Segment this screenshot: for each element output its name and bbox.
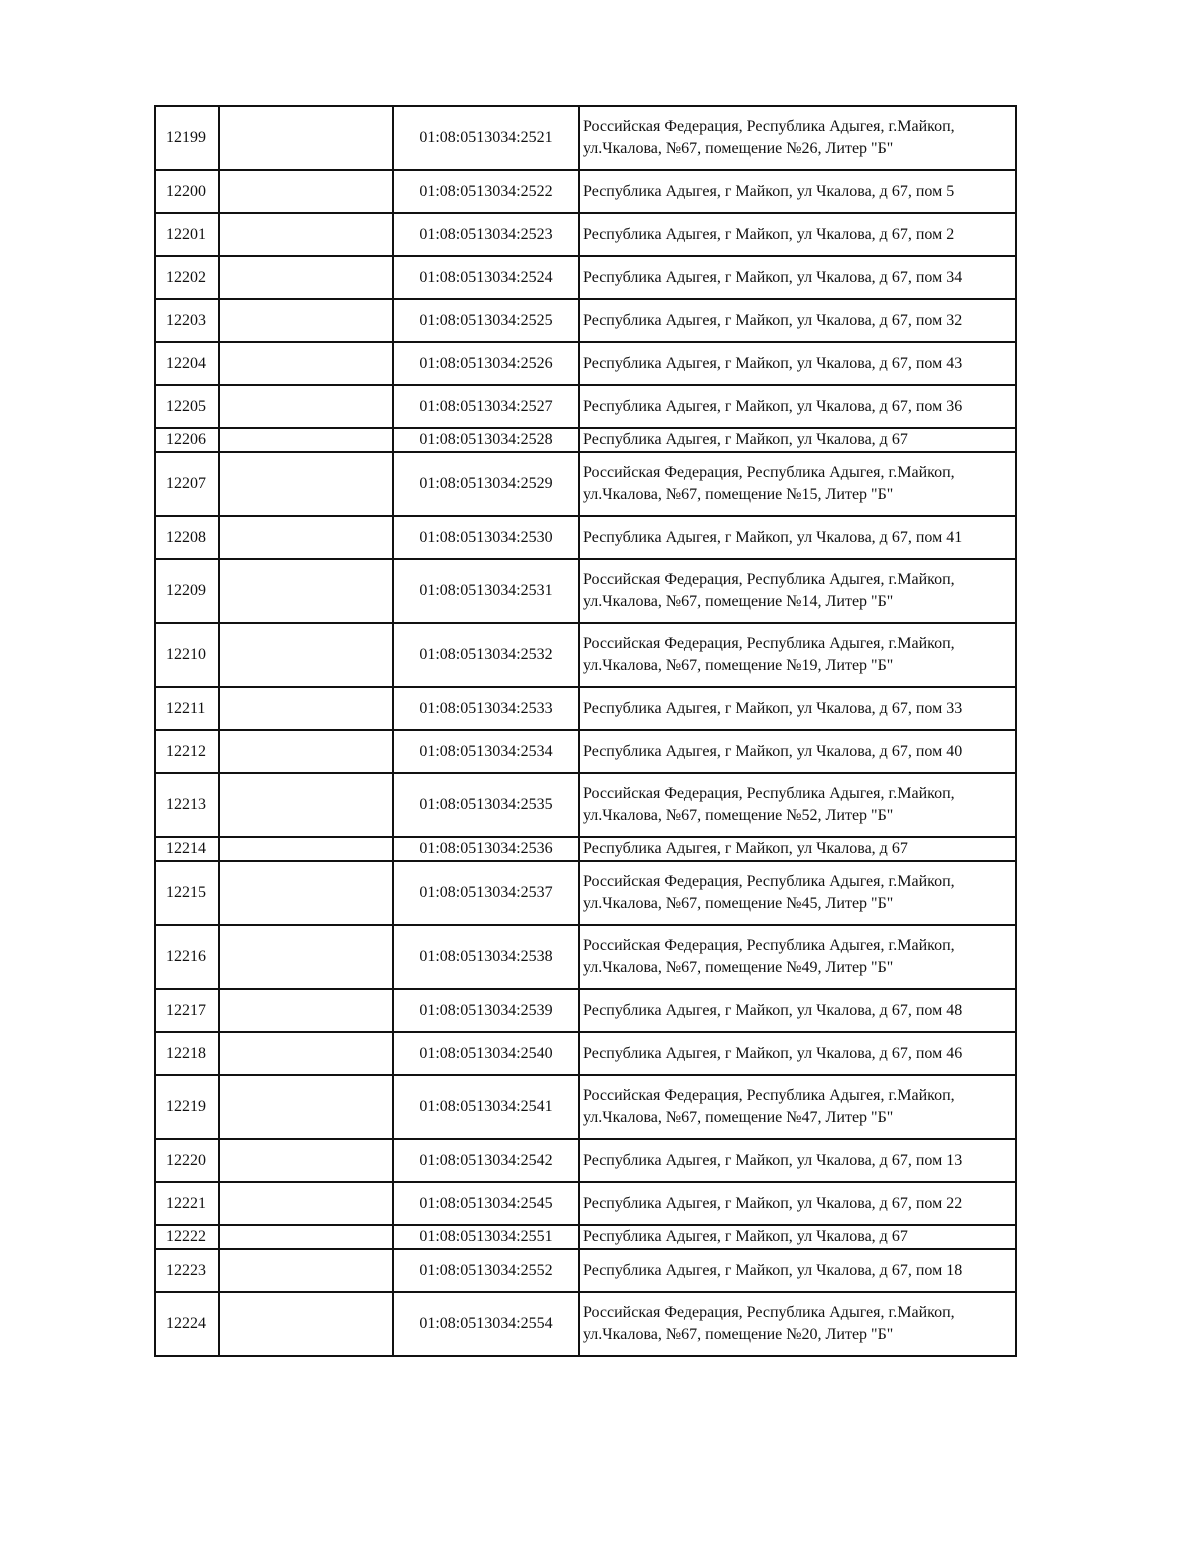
empty-cell (219, 1032, 393, 1075)
row-number-cell: 12202 (155, 256, 219, 299)
cadastral-number-cell: 01:08:0513034:2529 (393, 452, 579, 516)
cadastral-number-cell: 01:08:0513034:2540 (393, 1032, 579, 1075)
cadastral-number-cell: 01:08:0513034:2538 (393, 925, 579, 989)
table-row (155, 1292, 1016, 1356)
address-cell: Республика Адыгея, г Майкоп, ул Чкалова, д 67, пом 41 (579, 516, 1016, 559)
empty-cell (219, 925, 393, 989)
cadastral-number-cell: 01:08:0513034:2521 (393, 106, 579, 170)
cadastral-number-cell: 01:08:0513034:2526 (393, 342, 579, 385)
address-cell: Республика Адыгея, г Майкоп, ул Чкалова, д 67, пом 40 (579, 730, 1016, 773)
table-row (155, 1182, 1016, 1225)
address-cell: Российская Федерация, Республика Адыгея, г.Майкоп, ул.Чкалова, №67, помещение №20, Литер "Б" (579, 1292, 1016, 1356)
cadastral-number-cell: 01:08:0513034:2527 (393, 385, 579, 428)
row-number-cell: 12205 (155, 385, 219, 428)
empty-cell (219, 1075, 393, 1139)
row-number-cell: 12208 (155, 516, 219, 559)
cadastral-number-cell: 01:08:0513034:2539 (393, 989, 579, 1032)
cadastral-number-cell: 01:08:0513034:2528 (393, 428, 579, 452)
empty-cell (219, 773, 393, 837)
address-cell: Республика Адыгея, г Майкоп, ул Чкалова, д 67, пом 36 (579, 385, 1016, 428)
empty-cell (219, 213, 393, 256)
empty-cell (219, 452, 393, 516)
cadastral-number-cell: 01:08:0513034:2524 (393, 256, 579, 299)
empty-cell (219, 989, 393, 1032)
address-cell: Российская Федерация, Республика Адыгея, г.Майкоп, ул.Чкалова, №67, помещение №45, Литер "Б" (579, 861, 1016, 925)
address-cell: Российская Федерация, Республика Адыгея, г.Майкоп, ул.Чкалова, №67, помещение №49, Литер "Б" (579, 925, 1016, 989)
cadastral-number-cell: 01:08:0513034:2536 (393, 837, 579, 861)
row-number-cell: 12206 (155, 428, 219, 452)
table-row (155, 452, 1016, 516)
cadastral-number-cell: 01:08:0513034:2545 (393, 1182, 579, 1225)
table-row (155, 342, 1016, 385)
address-cell: Российская Федерация, Республика Адыгея, г.Майкоп, ул.Чкалова, №67, помещение №14, Литер "Б" (579, 559, 1016, 623)
cadastral-number-cell: 01:08:0513034:2542 (393, 1139, 579, 1182)
row-number-cell: 12223 (155, 1249, 219, 1292)
row-number-cell: 12220 (155, 1139, 219, 1182)
address-cell: Республика Адыгея, г Майкоп, ул Чкалова, д 67, пом 13 (579, 1139, 1016, 1182)
table-row (155, 1139, 1016, 1182)
table-row (155, 687, 1016, 730)
empty-cell (219, 1292, 393, 1356)
cadastral-number-cell: 01:08:0513034:2531 (393, 559, 579, 623)
table-row (155, 1225, 1016, 1249)
cadastral-number-cell: 01:08:0513034:2537 (393, 861, 579, 925)
cadastral-number-cell: 01:08:0513034:2551 (393, 1225, 579, 1249)
table-row (155, 1075, 1016, 1139)
cadastral-number-cell: 01:08:0513034:2535 (393, 773, 579, 837)
empty-cell (219, 1139, 393, 1182)
row-number-cell: 12201 (155, 213, 219, 256)
table-row (155, 989, 1016, 1032)
empty-cell (219, 837, 393, 861)
table-row (155, 559, 1016, 623)
empty-cell (219, 1249, 393, 1292)
row-number-cell: 12199 (155, 106, 219, 170)
table-row (155, 385, 1016, 428)
address-cell: Республика Адыгея, г Майкоп, ул Чкалова, д 67 (579, 1225, 1016, 1249)
cadastral-number-cell: 01:08:0513034:2530 (393, 516, 579, 559)
address-cell: Республика Адыгея, г Майкоп, ул Чкалова, д 67, пом 46 (579, 1032, 1016, 1075)
cadastral-number-cell: 01:08:0513034:2532 (393, 623, 579, 687)
row-number-cell: 12204 (155, 342, 219, 385)
row-number-cell: 12210 (155, 623, 219, 687)
empty-cell (219, 623, 393, 687)
address-cell: Республика Адыгея, г Майкоп, ул Чкалова, д 67, пом 32 (579, 299, 1016, 342)
address-cell: Республика Адыгея, г Майкоп, ул Чкалова, д 67 (579, 428, 1016, 452)
row-number-cell: 12216 (155, 925, 219, 989)
row-number-cell: 12224 (155, 1292, 219, 1356)
address-cell: Республика Адыгея, г Майкоп, ул Чкалова, д 67, пом 33 (579, 687, 1016, 730)
address-cell: Республика Адыгея, г Майкоп, ул Чкалова, д 67 (579, 837, 1016, 861)
table-row (155, 730, 1016, 773)
row-number-cell: 12212 (155, 730, 219, 773)
cadastral-number-cell: 01:08:0513034:2541 (393, 1075, 579, 1139)
empty-cell (219, 106, 393, 170)
address-cell: Республика Адыгея, г Майкоп, ул Чкалова, д 67, пом 5 (579, 170, 1016, 213)
empty-cell (219, 516, 393, 559)
table-row (155, 773, 1016, 837)
cadastral-number-cell: 01:08:0513034:2523 (393, 213, 579, 256)
address-cell: Республика Адыгея, г Майкоп, ул Чкалова, д 67, пом 48 (579, 989, 1016, 1032)
row-number-cell: 12214 (155, 837, 219, 861)
cadastral-number-cell: 01:08:0513034:2534 (393, 730, 579, 773)
empty-cell (219, 861, 393, 925)
row-number-cell: 12218 (155, 1032, 219, 1075)
row-number-cell: 12217 (155, 989, 219, 1032)
row-number-cell: 12207 (155, 452, 219, 516)
empty-cell (219, 687, 393, 730)
empty-cell (219, 342, 393, 385)
row-number-cell: 12222 (155, 1225, 219, 1249)
row-number-cell: 12209 (155, 559, 219, 623)
address-cell: Республика Адыгея, г Майкоп, ул Чкалова, д 67, пом 2 (579, 213, 1016, 256)
table-row (155, 213, 1016, 256)
table-row (155, 1249, 1016, 1292)
table-row (155, 256, 1016, 299)
row-number-cell: 12203 (155, 299, 219, 342)
empty-cell (219, 428, 393, 452)
table-row (155, 861, 1016, 925)
empty-cell (219, 299, 393, 342)
cadastral-number-cell: 01:08:0513034:2525 (393, 299, 579, 342)
empty-cell (219, 1182, 393, 1225)
table-row (155, 837, 1016, 861)
cadastral-number-cell: 01:08:0513034:2552 (393, 1249, 579, 1292)
empty-cell (219, 170, 393, 213)
cadastral-number-cell: 01:08:0513034:2522 (393, 170, 579, 213)
empty-cell (219, 559, 393, 623)
table-row (155, 1032, 1016, 1075)
empty-cell (219, 730, 393, 773)
row-number-cell: 12215 (155, 861, 219, 925)
address-cell: Российская Федерация, Республика Адыгея, г.Майкоп, ул.Чкалова, №67, помещение №15, Литер "Б" (579, 452, 1016, 516)
empty-cell (219, 1225, 393, 1249)
empty-cell (219, 385, 393, 428)
registry-table-body (155, 106, 1016, 1356)
address-cell: Республика Адыгея, г Майкоп, ул Чкалова, д 67, пом 18 (579, 1249, 1016, 1292)
cadastral-number-cell: 01:08:0513034:2554 (393, 1292, 579, 1356)
table-row (155, 299, 1016, 342)
table-row (155, 170, 1016, 213)
address-cell: Республика Адыгея, г Майкоп, ул Чкалова, д 67, пом 22 (579, 1182, 1016, 1225)
empty-cell (219, 256, 393, 299)
registry-table (154, 105, 1017, 1357)
table-row (155, 623, 1016, 687)
address-cell: Республика Адыгея, г Майкоп, ул Чкалова, д 67, пом 43 (579, 342, 1016, 385)
address-cell: Российская Федерация, Республика Адыгея, г.Майкоп, ул.Чкалова, №67, помещение №19, Литер "Б" (579, 623, 1016, 687)
cadastral-number-cell: 01:08:0513034:2533 (393, 687, 579, 730)
row-number-cell: 12213 (155, 773, 219, 837)
address-cell: Российская Федерация, Республика Адыгея, г.Майкоп, ул.Чкалова, №67, помещение №47, Литер "Б" (579, 1075, 1016, 1139)
table-row (155, 106, 1016, 170)
row-number-cell: 12211 (155, 687, 219, 730)
address-cell: Республика Адыгея, г Майкоп, ул Чкалова, д 67, пом 34 (579, 256, 1016, 299)
table-row (155, 516, 1016, 559)
table-row (155, 925, 1016, 989)
table-row (155, 428, 1016, 452)
row-number-cell: 12219 (155, 1075, 219, 1139)
row-number-cell: 12200 (155, 170, 219, 213)
row-number-cell: 12221 (155, 1182, 219, 1225)
address-cell: Российская Федерация, Республика Адыгея, г.Майкоп, ул.Чкалова, №67, помещение №52, Литер "Б" (579, 773, 1016, 837)
address-cell: Российская Федерация, Республика Адыгея, г.Майкоп, ул.Чкалова, №67, помещение №26, Литер "Б" (579, 106, 1016, 170)
